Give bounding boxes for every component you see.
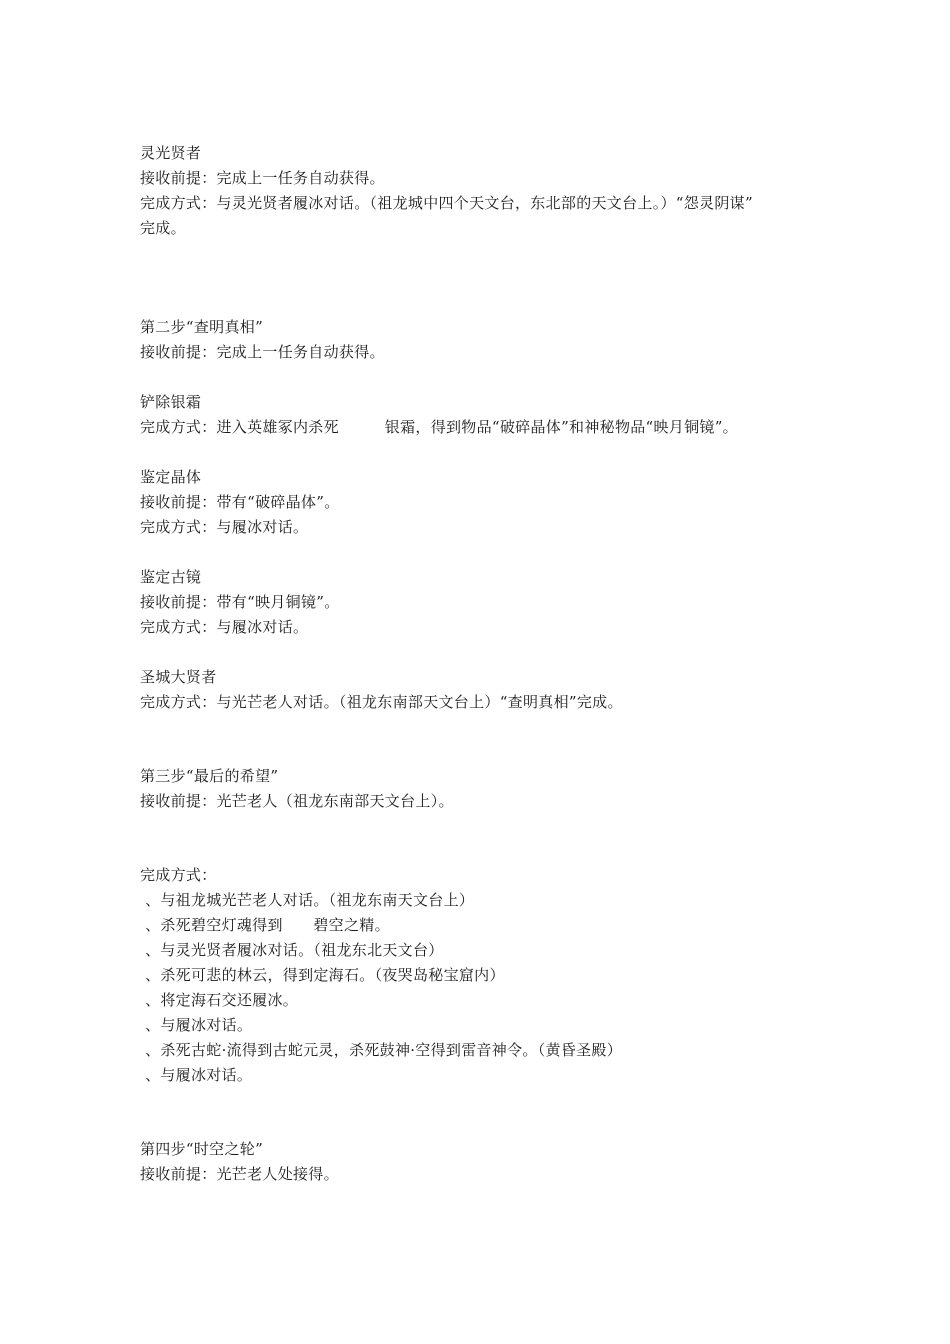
completion-step-item: 、杀死可悲的林云，得到定海石。（夜哭岛秘宝窟内）: [140, 966, 505, 984]
step-two-heading: 第二步“查明真相”: [140, 318, 264, 336]
step-three-heading: 第三步“最后的希望”: [140, 767, 279, 785]
completion-step-item: 、与祖龙城光芒老人对话。（祖龙东南天文台上）: [140, 891, 475, 909]
quest-completion-cont: 完成。: [140, 219, 186, 237]
quest-title-lingguang: 灵光贤者: [140, 144, 202, 162]
quest-title-gujing: 鉴定古镜: [140, 568, 202, 586]
quest-title-shengcheng: 圣城大贤者: [140, 668, 217, 686]
completion-method-label: 完成方式：: [140, 866, 217, 884]
quest-completion: 完成方式：与光芒老人对话。（祖龙东南部天文台上）“查明真相”完成。: [140, 693, 623, 711]
completion-step-item: 、杀死碧空灯魂得到 碧空之精。: [140, 916, 390, 934]
step-four-prerequisite: 接收前提：光芒老人处接得。: [140, 1165, 339, 1183]
completion-step-item: 、与灵光贤者履冰对话。（祖龙东北天文台）: [140, 941, 444, 959]
quest-prerequisite: 接收前提：完成上一任务自动获得。: [140, 169, 385, 187]
quest-title-jingti: 鉴定晶体: [140, 468, 202, 486]
step-four-heading: 第四步“时空之轮”: [140, 1140, 264, 1158]
quest-prerequisite: 接收前提：带有“映月铜镜”。: [140, 593, 340, 611]
quest-title-yinshuang: 铲除银霜: [140, 393, 202, 411]
quest-completion: 完成方式：与履冰对话。: [140, 618, 309, 636]
completion-step-item: 、将定海石交还履冰。: [140, 991, 299, 1009]
quest-completion: 完成方式：进入英雄冢内杀死 银霜，得到物品“破碎晶体”和神秘物品“映月铜镜”。: [140, 418, 738, 436]
completion-step-item: 、杀死古蛇·流得到古蛇元灵，杀死鼓神·空得到雷音神令。（黄昏圣殿）: [140, 1041, 623, 1059]
step-two-prerequisite: 接收前提：完成上一任务自动获得。: [140, 343, 385, 361]
completion-step-item: 、与履冰对话。: [140, 1016, 253, 1034]
completion-step-item: 、与履冰对话。: [140, 1066, 253, 1084]
step-three-prerequisite: 接收前提：光芒老人（祖龙东南部天文台上）。: [140, 792, 454, 810]
quest-prerequisite: 接收前提：带有“破碎晶体”。: [140, 493, 340, 511]
quest-completion: 完成方式：与灵光贤者履冰对话。（祖龙城中四个天文台，东北部的天文台上。）“怨灵阴谋”: [140, 194, 753, 212]
quest-completion: 完成方式：与履冰对话。: [140, 518, 309, 536]
